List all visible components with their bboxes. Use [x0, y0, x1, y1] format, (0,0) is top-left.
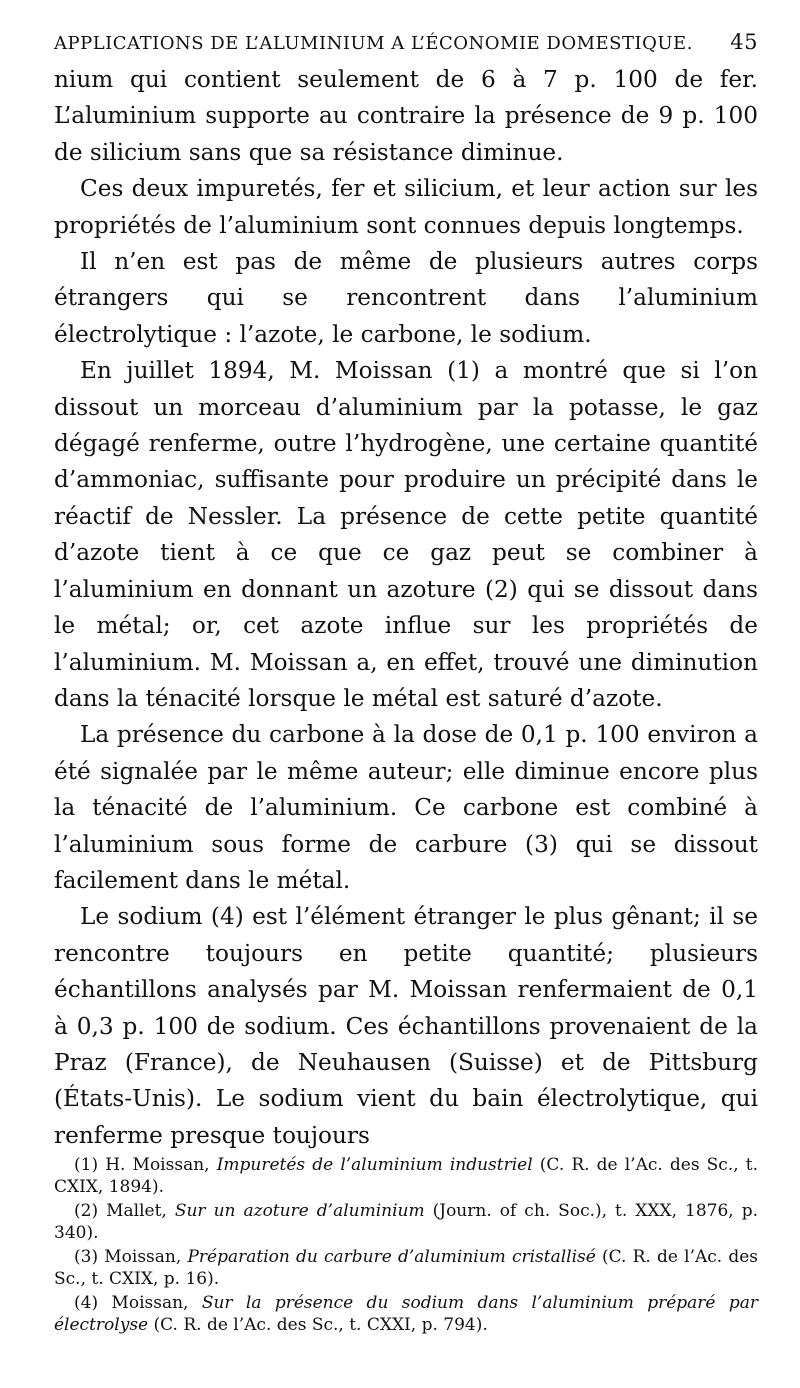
footnote-3-title: Préparation du carbure d’aluminium cristallisé: [187, 1247, 596, 1267]
footnote-1-title: Impuretés de l’aluminium industriel: [216, 1155, 533, 1175]
page-number: 45: [730, 30, 758, 54]
footnote-2-pre: (2) Mallet,: [74, 1201, 175, 1221]
paragraph-2: Ces deux impuretés, fer et silicium, et leur action sur les propriétés de l’aluminium sont connues depuis longtemps.: [54, 175, 758, 239]
footnote-4-pre: (4) Moissan,: [74, 1293, 202, 1313]
footnote-4-post: (C. R. de l’Ac. des Sc., t. CXXI, p. 794).: [148, 1315, 488, 1335]
paragraph-5: La présence du carbone à la dose de 0,1 p. 100 environ a été signalée par le même auteur; elle diminue encore plus la ténacité de l’aluminium. Ce carbone est combiné à l’aluminium sous forme de carbure (3) qui se dissout facilement dans le métal.: [54, 721, 758, 894]
footnote-2-post: (Journ. of ch. Soc.), t. XXX, 1876, p. 340).: [54, 1201, 758, 1243]
paragraph-1: nium qui contient seulement de 6 à 7 p. 100 de fer. L’aluminium supporte au contraire la présence de 9 p. 100 de silicium sans que sa résistance diminue.: [54, 66, 758, 166]
running-title: APPLICATIONS DE L’ALUMINIUM A L’ÉCONOMIE DOMESTIQUE.: [54, 33, 693, 54]
footnote-3-pre: (3) Moissan,: [74, 1247, 188, 1267]
footnote-4: [54, 1292, 758, 1336]
footnote-1-pre: (1) H. Moissan,: [74, 1155, 217, 1175]
footnote-3: [54, 1246, 758, 1290]
footnote-4-title: Sur la présence du sodium dans l’aluminium préparé par électrolyse: [54, 1293, 758, 1335]
footnote-1-post: (C. R. de l’Ac. des Sc., t. CXIX, 1894).: [54, 1155, 758, 1197]
footnotes: [54, 1154, 758, 1338]
paragraph-4: En juillet 1894, M. Moissan (1) a montré que si l’on dissout un morceau d’aluminium par la potasse, le gaz dégagé renferme, outre l’hydrogène, une certaine quantité d’ammoniac, suffisante pour produire un précipité dans le réactif de Nessler. La présence de cette petite quantité d’azote tient à ce que ce gaz peut se combiner à l’aluminium en donnant un azoture (2) qui se dissout dans le métal; or, cet azote influe sur les propriétés de l’aluminium. M. Moissan a, en effet, trouvé une diminution dans la ténacité lorsque le métal est saturé d’azote.: [54, 357, 758, 712]
running-header: [54, 30, 758, 56]
footnote-2: [54, 1200, 758, 1244]
footnote-2-title: Sur un azoture d’aluminium: [174, 1201, 425, 1221]
body-text: [54, 62, 758, 1154]
footnote-3-post: (C. R. de l’Ac. des Sc., t. CXIX, p. 16).: [54, 1247, 759, 1289]
paragraph-3: Il n’en est pas de même de plusieurs autres corps étrangers qui se rencontrent dans l’aluminium électrolytique : l’azote, le carbone, le sodium.: [54, 248, 758, 348]
footnote-1: [54, 1154, 758, 1198]
paragraph-6: Le sodium (4) est l’élément étranger le plus gênant; il se rencontre toujours en petite quantité; plusieurs échantillons analysés par M. Moissan renfermaient de 0,1 à 0,3 p. 100 de sodium. Ces échantillons provenaient de la Praz (France), de Neuhausen (Suisse) et de Pittsburg (États-Unis). Le sodium vient du bain électrolytique, qui renferme presque toujours: [54, 903, 758, 1149]
